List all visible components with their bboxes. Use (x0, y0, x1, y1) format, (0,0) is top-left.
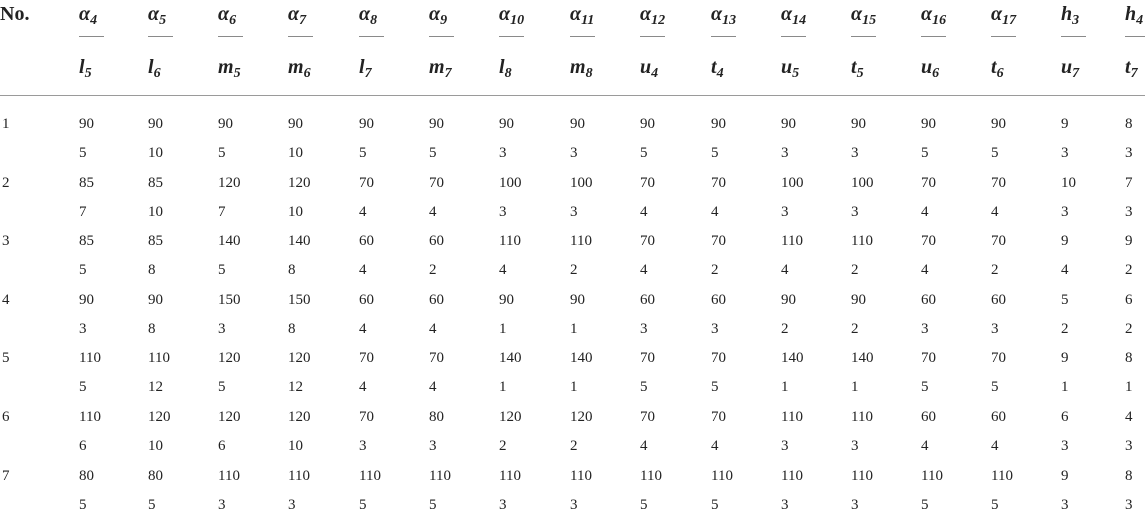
cell-top-value: 100 (499, 174, 522, 191)
header-bottom-symbol: $l_6$ (148, 56, 161, 81)
cell-bottom-value: 3 (781, 145, 789, 161)
cell-bottom-value: 12 (288, 379, 303, 396)
cell-top-value: 120 (570, 408, 593, 425)
header-top-symbol: $\alpha_4$ (79, 3, 98, 28)
header-bottom-symbol: $l_5$ (79, 56, 92, 81)
cell-top-value: 70 (640, 233, 655, 250)
header-top-symbol: $h_4$ (1125, 3, 1144, 28)
cell-bottom-value: 4 (359, 320, 367, 337)
header-bottom-symbol: $u_6$ (921, 56, 940, 81)
cell-top-value: 110 (991, 467, 1013, 484)
cell-top-value: 90 (921, 116, 936, 132)
cell-top-value: 110 (499, 467, 521, 484)
cell-top-value: 90 (851, 116, 866, 132)
cell-top-value: 70 (991, 174, 1006, 191)
cell-top-value: 90 (711, 116, 726, 132)
cell-bottom-value: 4 (991, 437, 999, 454)
cell-bottom-value: 5 (218, 145, 226, 161)
cell-top-value: 100 (851, 174, 874, 191)
header-top-symbol: $\alpha_{16}$ (921, 3, 947, 28)
cell-bottom-value: 3 (570, 145, 578, 161)
cell-top-value: 120 (288, 350, 311, 367)
header-bottom-symbol: $l_8$ (499, 56, 512, 81)
cell-top-value: 60 (921, 408, 936, 425)
cell-bottom-value: 3 (851, 496, 859, 513)
cell-top-value: 80 (79, 467, 94, 484)
cell-bottom-value: 5 (991, 496, 999, 513)
cell-bottom-value: 4 (921, 203, 929, 220)
header-top-symbol: $h_3$ (1061, 3, 1080, 28)
fraction-bar (1125, 36, 1145, 37)
cell-bottom-value: 5 (921, 145, 929, 161)
header-no: No. (0, 3, 30, 25)
cell-top-value: 110 (711, 467, 733, 484)
header-top-symbol: $\alpha_{13}$ (711, 3, 737, 28)
cell-top-value: 100 (781, 174, 804, 191)
cell-top-value: 140 (218, 233, 241, 250)
cell-bottom-value: 2 (1061, 320, 1069, 337)
cell-bottom-value: 3 (711, 320, 719, 337)
cell-bottom-value: 3 (288, 496, 296, 513)
cell-bottom-value: 1 (499, 379, 507, 396)
header-bottom-symbol: $u_7$ (1061, 56, 1080, 81)
cell-bottom-value: 5 (991, 379, 999, 396)
cell-bottom-value: 8 (288, 320, 296, 337)
cell-bottom-value: 3 (781, 437, 789, 454)
cell-top-value: 8 (1125, 467, 1133, 484)
cell-bottom-value: 5 (429, 496, 437, 513)
cell-bottom-value: 4 (781, 262, 789, 279)
cell-bottom-value: 5 (79, 496, 87, 513)
cell-top-value: 8 (1125, 350, 1133, 367)
header-top-symbol: $\alpha_5$ (148, 3, 167, 28)
cell-bottom-value: 7 (218, 203, 226, 220)
cell-bottom-value: 5 (711, 145, 719, 161)
cell-bottom-value: 5 (640, 145, 648, 161)
cell-bottom-value: 1 (1061, 379, 1069, 396)
cell-top-value: 150 (288, 291, 311, 308)
fraction-bar (851, 36, 876, 37)
cell-bottom-value: 1 (570, 320, 578, 337)
cell-top-value: 110 (359, 467, 381, 484)
cell-top-value: 110 (148, 350, 170, 367)
cell-top-value: 90 (429, 116, 444, 132)
cell-bottom-value: 2 (570, 262, 578, 279)
cell-bottom-value: 3 (781, 496, 789, 513)
header-bottom-symbol: $t_5$ (851, 56, 864, 81)
cell-top-value: 150 (218, 291, 241, 308)
cell-bottom-value: 3 (79, 320, 87, 337)
row-number: 1 (2, 116, 10, 132)
cell-bottom-value: 10 (148, 203, 163, 220)
header-bottom-symbol: $l_7$ (359, 56, 372, 81)
cell-top-value: 9 (1061, 467, 1069, 484)
cell-bottom-value: 12 (148, 379, 163, 396)
cell-bottom-value: 3 (429, 437, 437, 454)
table-header (0, 0, 1145, 96)
cell-top-value: 110 (851, 233, 873, 250)
cell-top-value: 110 (79, 408, 101, 425)
table-row (0, 213, 1145, 279)
cell-bottom-value: 5 (359, 496, 367, 513)
cell-top-value: 10 (1061, 174, 1076, 191)
fraction-bar (570, 36, 595, 37)
header-bottom-symbol: $t_6$ (991, 56, 1004, 81)
fraction-bar (781, 36, 806, 37)
header-top-symbol: $\alpha_{10}$ (499, 3, 525, 28)
cell-bottom-value: 5 (640, 379, 648, 396)
table-row (0, 448, 1145, 513)
cell-bottom-value: 4 (711, 203, 719, 220)
cell-bottom-value: 3 (851, 145, 859, 161)
cell-top-value: 70 (359, 350, 374, 367)
cell-top-value: 90 (499, 116, 514, 132)
cell-bottom-value: 2 (1125, 320, 1133, 337)
cell-top-value: 90 (991, 116, 1006, 132)
table-row (0, 389, 1145, 454)
cell-top-value: 70 (640, 408, 655, 425)
cell-bottom-value: 6 (79, 437, 87, 454)
cell-top-value: 90 (79, 116, 94, 132)
cell-bottom-value: 3 (570, 496, 578, 513)
cell-top-value: 9 (1061, 233, 1069, 250)
cell-top-value: 70 (429, 350, 444, 367)
cell-top-value: 70 (921, 233, 936, 250)
cell-top-value: 60 (991, 291, 1006, 308)
cell-top-value: 140 (288, 233, 311, 250)
cell-bottom-value: 5 (218, 262, 226, 279)
cell-top-value: 9 (1061, 116, 1069, 132)
cell-bottom-value: 10 (148, 437, 163, 454)
cell-bottom-value: 4 (711, 437, 719, 454)
cell-bottom-value: 3 (218, 496, 226, 513)
cell-top-value: 70 (359, 174, 374, 191)
cell-top-value: 140 (499, 350, 522, 367)
cell-bottom-value: 5 (921, 379, 929, 396)
cell-top-value: 70 (991, 350, 1006, 367)
table-row (0, 330, 1145, 396)
cell-bottom-value: 3 (1125, 203, 1133, 220)
cell-top-value: 140 (851, 350, 874, 367)
cell-top-value: 4 (1125, 408, 1133, 425)
cell-bottom-value: 2 (1125, 262, 1133, 279)
header-top-symbol: $\alpha_{11}$ (570, 3, 595, 28)
cell-bottom-value: 4 (429, 320, 437, 337)
cell-top-value: 85 (79, 233, 94, 250)
cell-bottom-value: 4 (991, 203, 999, 220)
header-bottom-symbol: $m_5$ (218, 56, 241, 81)
cell-bottom-value: 2 (499, 437, 507, 454)
row-number: 2 (2, 174, 10, 191)
header-top-symbol: $\alpha_6$ (218, 3, 237, 28)
row-number: 4 (2, 291, 10, 308)
cell-top-value: 70 (640, 350, 655, 367)
cell-bottom-value: 10 (148, 145, 163, 161)
cell-top-value: 110 (851, 408, 873, 425)
cell-top-value: 80 (148, 467, 163, 484)
cell-top-value: 110 (570, 233, 592, 250)
fraction-bar (499, 36, 524, 37)
cell-bottom-value: 5 (640, 496, 648, 513)
cell-bottom-value: 2 (570, 437, 578, 454)
cell-top-value: 100 (570, 174, 593, 191)
cell-bottom-value: 3 (499, 203, 507, 220)
cell-top-value: 5 (1061, 291, 1069, 308)
header-bottom-symbol: $u_4$ (640, 56, 659, 81)
cell-top-value: 70 (359, 408, 374, 425)
fraction-bar (79, 36, 104, 37)
cell-top-value: 90 (781, 291, 796, 308)
cell-bottom-value: 5 (359, 145, 367, 161)
cell-bottom-value: 3 (1125, 145, 1133, 161)
header-bottom-symbol: $u_5$ (781, 56, 800, 81)
cell-top-value: 110 (429, 467, 451, 484)
cell-bottom-value: 10 (288, 437, 303, 454)
header-top-symbol: $\alpha_9$ (429, 3, 448, 28)
fraction-bar (640, 36, 665, 37)
cell-top-value: 90 (359, 116, 374, 132)
cell-top-value: 70 (640, 174, 655, 191)
cell-bottom-value: 3 (1061, 496, 1069, 513)
header-top-symbol: $\alpha_7$ (288, 3, 307, 28)
cell-bottom-value: 3 (1061, 203, 1069, 220)
cell-top-value: 85 (79, 174, 94, 191)
cell-top-value: 120 (218, 350, 241, 367)
header-bottom-symbol: $m_6$ (288, 56, 311, 81)
cell-bottom-value: 3 (1125, 437, 1133, 454)
cell-bottom-value: 10 (288, 203, 303, 220)
cell-top-value: 90 (640, 116, 655, 132)
cell-bottom-value: 5 (429, 145, 437, 161)
cell-bottom-value: 7 (79, 203, 87, 220)
cell-bottom-value: 3 (499, 496, 507, 513)
cell-bottom-value: 5 (79, 145, 87, 161)
cell-top-value: 90 (148, 116, 163, 132)
cell-bottom-value: 5 (921, 496, 929, 513)
cell-bottom-value: 3 (640, 320, 648, 337)
cell-bottom-value: 6 (218, 437, 226, 454)
table-row (0, 272, 1145, 337)
fraction-bar (288, 36, 313, 37)
cell-bottom-value: 4 (359, 262, 367, 279)
cell-top-value: 90 (781, 116, 796, 132)
cell-bottom-value: 4 (359, 203, 367, 220)
cell-bottom-value: 2 (991, 262, 999, 279)
cell-bottom-value: 3 (851, 203, 859, 220)
cell-top-value: 60 (359, 233, 374, 250)
cell-top-value: 60 (429, 233, 444, 250)
cell-top-value: 110 (499, 233, 521, 250)
cell-bottom-value: 4 (499, 262, 507, 279)
cell-bottom-value: 1 (499, 320, 507, 337)
cell-top-value: 90 (570, 116, 585, 132)
cell-top-value: 6 (1061, 408, 1069, 425)
cell-top-value: 70 (711, 350, 726, 367)
cell-bottom-value: 10 (288, 145, 303, 161)
cell-top-value: 70 (921, 174, 936, 191)
cell-top-value: 60 (921, 291, 936, 308)
cell-top-value: 60 (991, 408, 1006, 425)
cell-top-value: 110 (781, 408, 803, 425)
cell-top-value: 70 (711, 233, 726, 250)
cell-top-value: 85 (148, 233, 163, 250)
header-bottom-symbol: $m_7$ (429, 56, 452, 81)
cell-top-value: 80 (429, 408, 444, 425)
cell-bottom-value: 5 (711, 496, 719, 513)
cell-bottom-value: 4 (359, 379, 367, 396)
cell-bottom-value: 5 (79, 262, 87, 279)
cell-top-value: 90 (218, 116, 233, 132)
cell-bottom-value: 2 (851, 320, 859, 337)
cell-bottom-value: 3 (570, 203, 578, 220)
cell-bottom-value: 1 (781, 379, 789, 396)
cell-top-value: 120 (218, 174, 241, 191)
header-bottom-symbol: $t_7$ (1125, 56, 1138, 81)
header-bottom-symbol: $m_8$ (570, 56, 593, 81)
cell-top-value: 8 (1125, 116, 1133, 132)
cell-top-value: 70 (921, 350, 936, 367)
cell-top-value: 60 (640, 291, 655, 308)
cell-top-value: 85 (148, 174, 163, 191)
fraction-bar (359, 36, 384, 37)
cell-top-value: 6 (1125, 291, 1133, 308)
cell-top-value: 120 (499, 408, 522, 425)
cell-top-value: 70 (711, 408, 726, 425)
header-top-symbol: $\alpha_{17}$ (991, 3, 1017, 28)
cell-bottom-value: 2 (711, 262, 719, 279)
header-top-symbol: $\alpha_{14}$ (781, 3, 807, 28)
table-row (0, 96, 1145, 161)
cell-top-value: 90 (288, 116, 303, 132)
fraction-bar (148, 36, 173, 37)
cell-top-value: 120 (288, 174, 311, 191)
cell-bottom-value: 5 (218, 379, 226, 396)
cell-bottom-value: 1 (1125, 379, 1133, 396)
row-number: 3 (2, 233, 10, 250)
cell-top-value: 110 (288, 467, 310, 484)
fraction-bar (429, 36, 454, 37)
header-top-symbol: $\alpha_{15}$ (851, 3, 877, 28)
cell-top-value: 90 (851, 291, 866, 308)
header-top-symbol: $\alpha_8$ (359, 3, 378, 28)
cell-bottom-value: 3 (991, 320, 999, 337)
cell-top-value: 140 (570, 350, 593, 367)
row-number: 7 (2, 467, 10, 484)
cell-top-value: 60 (711, 291, 726, 308)
cell-bottom-value: 5 (79, 379, 87, 396)
cell-bottom-value: 3 (218, 320, 226, 337)
cell-top-value: 70 (429, 174, 444, 191)
cell-top-value: 9 (1061, 350, 1069, 367)
cell-top-value: 110 (921, 467, 943, 484)
cell-bottom-value: 4 (1061, 262, 1069, 279)
cell-bottom-value: 4 (921, 437, 929, 454)
cell-bottom-value: 4 (640, 262, 648, 279)
cell-bottom-value: 8 (148, 320, 156, 337)
cell-bottom-value: 3 (499, 145, 507, 161)
cell-top-value: 120 (218, 408, 241, 425)
cell-bottom-value: 4 (921, 262, 929, 279)
cell-bottom-value: 3 (781, 203, 789, 220)
cell-top-value: 110 (570, 467, 592, 484)
cell-bottom-value: 5 (711, 379, 719, 396)
fraction-bar (991, 36, 1016, 37)
cell-bottom-value: 2 (851, 262, 859, 279)
row-number: 5 (2, 350, 10, 367)
table-body (0, 96, 1145, 513)
cell-top-value: 70 (991, 233, 1006, 250)
cell-bottom-value: 1 (570, 379, 578, 396)
cell-top-value: 70 (711, 174, 726, 191)
cell-bottom-value: 3 (1125, 496, 1133, 513)
cell-top-value: 90 (570, 291, 585, 308)
fraction-bar (921, 36, 946, 37)
cell-bottom-value: 4 (429, 379, 437, 396)
cell-top-value: 110 (640, 467, 662, 484)
row-number: 6 (2, 408, 10, 425)
header-top-symbol: $\alpha_{12}$ (640, 3, 666, 28)
cell-bottom-value: 3 (1061, 437, 1069, 454)
cell-bottom-value: 3 (851, 437, 859, 454)
cell-top-value: 90 (148, 291, 163, 308)
fraction-bar (711, 36, 736, 37)
fraction-bar (1061, 36, 1086, 37)
cell-top-value: 60 (429, 291, 444, 308)
cell-top-value: 110 (781, 467, 803, 484)
cell-bottom-value: 3 (1061, 145, 1069, 161)
cell-top-value: 60 (359, 291, 374, 308)
cell-bottom-value: 5 (148, 496, 156, 513)
cell-top-value: 9 (1125, 233, 1133, 250)
cell-bottom-value: 3 (359, 437, 367, 454)
cell-bottom-value: 5 (991, 145, 999, 161)
cell-bottom-value: 3 (921, 320, 929, 337)
cell-top-value: 110 (218, 467, 240, 484)
cell-bottom-value: 2 (781, 320, 789, 337)
cell-top-value: 90 (499, 291, 514, 308)
cell-top-value: 110 (851, 467, 873, 484)
cell-top-value: 110 (781, 233, 803, 250)
cell-bottom-value: 2 (429, 262, 437, 279)
cell-bottom-value: 8 (148, 262, 156, 279)
cell-bottom-value: 1 (851, 379, 859, 396)
table-row (0, 155, 1145, 220)
cell-top-value: 90 (79, 291, 94, 308)
cell-top-value: 120 (148, 408, 171, 425)
cell-top-value: 110 (79, 350, 101, 367)
header-bottom-symbol: $t_4$ (711, 56, 724, 81)
cell-bottom-value: 8 (288, 262, 296, 279)
fraction-bar (218, 36, 243, 37)
cell-top-value: 7 (1125, 174, 1133, 191)
cell-bottom-value: 4 (640, 203, 648, 220)
cell-bottom-value: 4 (429, 203, 437, 220)
cell-bottom-value: 4 (640, 437, 648, 454)
cell-top-value: 140 (781, 350, 804, 367)
cell-top-value: 120 (288, 408, 311, 425)
